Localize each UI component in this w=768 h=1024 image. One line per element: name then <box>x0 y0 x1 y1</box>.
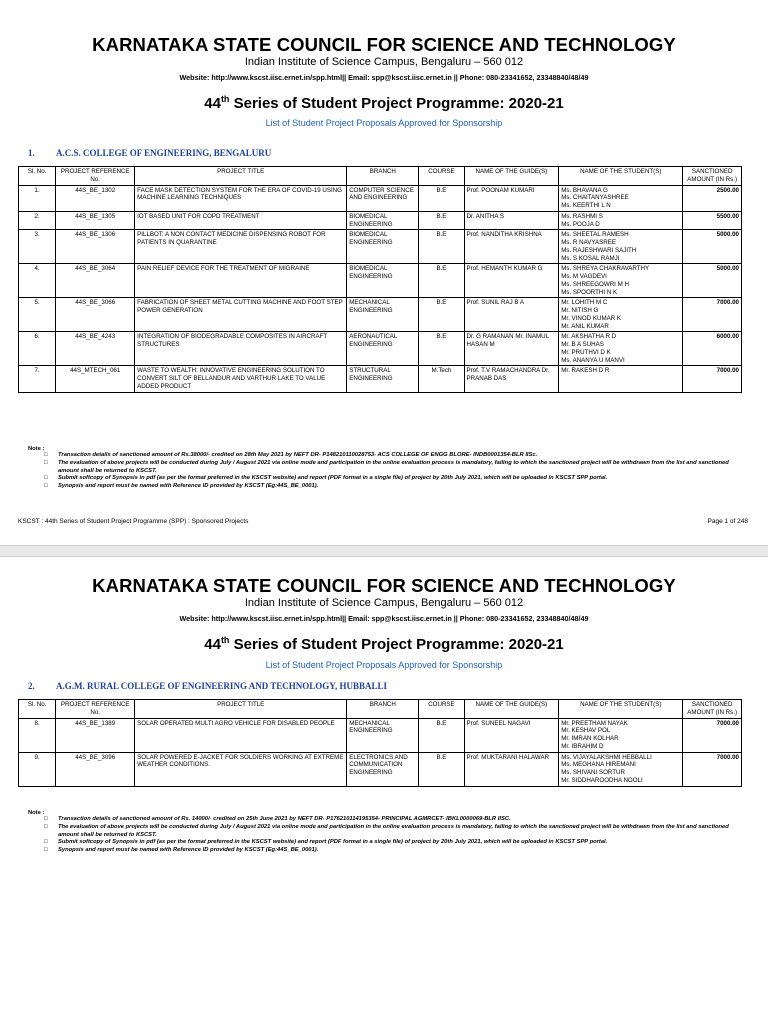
notes-label: Note : <box>28 446 45 452</box>
council-title: KARNATAKA STATE COUNCIL FOR SCIENCE AND TECHNOLOGY <box>92 575 676 596</box>
col-title: PROJECT TITLE <box>135 700 347 719</box>
amount-cell: 7000.00 <box>683 298 742 332</box>
document-page-2 <box>0 557 768 1024</box>
students-cell <box>559 332 683 366</box>
course-cell: B.E <box>419 298 464 332</box>
branch-cell: AERONAUTICAL ENGINEERING <box>347 332 419 366</box>
student-name: Mr. SIDDHAROODHA NOOLI <box>561 776 643 784</box>
students-cell <box>559 752 683 786</box>
note-item: □ Transaction details of sanctioned amount of Rs. 14000/- credited on 25th June 2021 by NEFT DR- P176210114195354- PRINCIPAL AGMRCET- IBKL0000069-BLR IISC. <box>28 816 748 824</box>
guide-cell: Prof. POONAM KUMARI <box>464 185 559 211</box>
students-cell <box>559 185 683 211</box>
student-name: Mr. PRUTHVI D K <box>561 348 611 356</box>
student-name: Mr. AKSHATHA R D <box>561 333 617 341</box>
col-title: PROJECT TITLE <box>135 167 347 186</box>
table-row <box>19 211 742 230</box>
note-item: □ The evaluation of above projects will be conducted during July / August 2021 via online mode and participation in the online evaluation process is mandatory, failing to which the sanctioned project will be withdrawn from the list and sanctioned amount shall be returned to KSCST. <box>28 824 748 840</box>
sl-no-cell: 9. <box>19 752 56 786</box>
council-contact: Website: http://www.kscst.iisc.ernet.in/spp.html|| Email: spp@kscst.iisc.ernet.in || Phone: 080-23341652, 23348840/48/49 <box>179 614 589 623</box>
table-row <box>19 185 742 211</box>
notes-section <box>28 810 748 855</box>
sl-no-cell: 2. <box>19 211 56 230</box>
course-cell: M.Tech <box>419 366 464 392</box>
guide-cell: Prof. SUNIL RAJ B A <box>464 298 559 332</box>
branch-cell: MECHANICAL ENGINEERING <box>347 298 419 332</box>
course-cell: B.E <box>419 752 464 786</box>
branch-cell: COMPUTER SCIENCE AND ENGINEERING <box>347 185 419 211</box>
amount-cell: 6000.00 <box>683 332 742 366</box>
branch-cell: BIOMEDICAL ENGINEERING <box>347 211 419 230</box>
table-row <box>19 332 742 366</box>
students-cell <box>559 366 683 392</box>
sl-no-cell: 8. <box>19 718 56 752</box>
page-footer-left: KSCST : 44th Series of Student Project Programme (SPP) : Sponsored Projects <box>18 518 249 525</box>
students-cell <box>559 264 683 298</box>
title-cell: FACE MASK DETECTION SYSTEM FOR THE ERA OF COVID-19 USING MACHINE LEARNING TECHNIQUES <box>135 185 347 211</box>
reference-cell: 44S_BE_4243 <box>56 332 135 366</box>
table-header-row <box>19 700 742 719</box>
title-cell: INTEGRATION OF BIODEGRADABLE COMPOSITES IN AIRCRAFT STRUCTURES <box>135 332 347 366</box>
sl-no-cell: 1. <box>19 185 56 211</box>
council-address: Indian Institute of Science Campus, Bengaluru – 560 012 <box>244 56 524 68</box>
title-cell: PAIN RELIEF DEVICE FOR THE TREATMENT OF MIGRAINE <box>135 264 347 298</box>
guide-cell: Prof. MUKTARANI HALAWAR <box>464 752 559 786</box>
table-row <box>19 230 742 264</box>
table-header-row <box>19 167 742 186</box>
page-separator <box>0 545 768 557</box>
student-name: Ms. SPOORTHI N K <box>561 288 618 296</box>
student-name: Ms. SHREEGOWRI M H <box>561 280 629 288</box>
course-cell: B.E <box>419 211 464 230</box>
note-item: □ Transaction details of sanctioned amount of Rs.38000/- credited on 28th May 2021 by NEFT DR- P148210110028753- ACS COLLEGE OF ENGG BLORE- INDB0001354-BLR IISc. <box>28 452 748 460</box>
col-students: NAME OF THE STUDENT(S) <box>559 167 683 186</box>
title-cell: IOT BASED UNIT FOR COPD TREATMENT <box>135 211 347 230</box>
student-name: Ms. R NAVYASREE <box>561 239 617 246</box>
branch-cell: MECHANICAL ENGINEERING <box>347 718 419 752</box>
student-name: Ms. CHAITANYASHREE <box>561 194 629 202</box>
reference-cell: 44S_BE_3064 <box>56 264 135 298</box>
note-item: □ Synopsis and report must be named with Reference ID provided by KSCST (Eg:44S_BE_0001). <box>28 847 748 855</box>
student-name: Ms. VIJAYALAKSHMI HEBBALLI <box>561 753 652 761</box>
amount-cell: 7000.00 <box>683 366 742 392</box>
sl-no-cell: 7. <box>19 366 56 392</box>
course-cell: B.E <box>419 264 464 298</box>
series-heading: 44th Series of Student Project Programme: 2020-21 <box>204 94 564 112</box>
student-name: Ms. KEERTHI L N <box>561 202 611 209</box>
approved-list-subtitle: List of Student Project Proposals Approved for Sponsorship <box>265 660 503 670</box>
student-name: Ms. MEGHANA HIREMANI <box>561 761 636 769</box>
reference-cell: 44S_BE_3096 <box>56 752 135 786</box>
projects-table <box>18 699 742 787</box>
table-row <box>19 366 742 392</box>
title-cell: SOLAR POWERED E-JACKET FOR SOLDIERS WORKING AT EXTREME WEATHER CONDITIONS. <box>135 752 347 786</box>
student-name: Ms. SHIVANI SORTUR <box>561 769 625 776</box>
col-branch: BRANCH <box>347 700 419 719</box>
college-heading: 1. A.C.S. COLLEGE OF ENGINEERING, BENGALURU <box>28 148 272 158</box>
student-name: Mr. RAKESH D R <box>561 367 610 375</box>
reference-cell: 44S_BE_1305 <box>56 211 135 230</box>
table-row <box>19 752 742 786</box>
guide-cell: Dr. G RAMANAN Mr. INAMUL HASAN M <box>464 332 559 366</box>
approved-list-subtitle: List of Student Project Proposals Approved for Sponsorship <box>265 118 503 128</box>
reference-cell: 44S_BE_1306 <box>56 230 135 264</box>
student-name: Mr. PREETHAM NAYAK <box>561 719 628 727</box>
student-name: Ms. SHREYA CHAKRAVARTHY <box>561 265 650 273</box>
col-course: COURSE <box>419 167 464 186</box>
title-cell: SOLAR OPERATED MULTI AGRO VEHICLE FOR DISABLED PEOPLE <box>135 718 347 752</box>
guide-cell: Prof. HEMANTH KUMAR G <box>464 264 559 298</box>
student-name: Ms. POOJA D <box>561 220 600 228</box>
col-branch: BRANCH <box>347 167 419 186</box>
council-contact: Website: http://www.kscst.iisc.ernet.in/spp.html|| Email: spp@kscst.iisc.ernet.in || Phone: 080-23341652, 23348840/48/49 <box>179 73 589 82</box>
col-reference: PROJECT REFERENCE No. <box>56 167 135 186</box>
student-name: Ms. M VAGDEVI <box>561 273 607 280</box>
title-cell: PILLBOT: A NON CONTACT MEDICINE DISPENSING ROBOT FOR PATIENTS IN QUARANTINE <box>135 230 347 264</box>
student-name: Mr. ANIL KUMAR <box>561 322 609 330</box>
amount-cell: 7000.00 <box>683 752 742 786</box>
projects-table <box>18 166 742 393</box>
student-name: Ms. SHEETAL RAMESH <box>561 231 629 239</box>
student-name: Ms. RASHMI S <box>561 212 603 220</box>
table-row <box>19 264 742 298</box>
council-address: Indian Institute of Science Campus, Bengaluru – 560 012 <box>244 597 524 609</box>
student-name: Mr. IBRAHIM D <box>561 742 604 750</box>
student-name: Mr. LOHITH M C <box>561 299 608 307</box>
col-guide: NAME OF THE GUIDE(S) <box>464 700 559 719</box>
guide-cell: Dr. ANITHA S <box>464 211 559 230</box>
course-cell: B.E <box>419 332 464 366</box>
col-amount: SANCTIONED AMOUNT (IN Rs.) <box>683 167 742 186</box>
series-heading: 44th Series of Student Project Programme: 2020-21 <box>204 635 564 653</box>
course-cell: B.E <box>419 185 464 211</box>
amount-cell: 7000.00 <box>683 718 742 752</box>
branch-cell: BIOMEDICAL ENGINEERING <box>347 264 419 298</box>
sl-no-cell: 3. <box>19 230 56 264</box>
col-students: NAME OF THE STUDENT(S) <box>559 700 683 719</box>
reference-cell: 44S_BE_1302 <box>56 185 135 211</box>
col-course: COURSE <box>419 700 464 719</box>
student-name: Mr. VINOD KUMAR K <box>561 314 622 322</box>
amount-cell: 5500.00 <box>683 211 742 230</box>
council-title: KARNATAKA STATE COUNCIL FOR SCIENCE AND TECHNOLOGY <box>92 34 676 55</box>
course-cell: B.E <box>419 718 464 752</box>
guide-cell: Prof. T.V RAMACHANDRA Dr. PRANAB DAS <box>464 366 559 392</box>
reference-cell: 44S_BE_3066 <box>56 298 135 332</box>
amount-cell: 5000.00 <box>683 264 742 298</box>
college-heading: 2. A.G.M. RURAL COLLEGE OF ENGINEERING AND TECHNOLOGY, HUBBALLI <box>28 681 387 691</box>
notes-label: Note : <box>28 810 45 816</box>
student-name: Mr. KESHAV POL <box>561 727 611 735</box>
table-row <box>19 298 742 332</box>
sl-no-cell: 6. <box>19 332 56 366</box>
page-footer-right: Page 1 of 248 <box>707 518 748 525</box>
guide-cell: Prof. NANDITHA KRISHNA <box>464 230 559 264</box>
branch-cell: BIOMEDICAL ENGINEERING <box>347 230 419 264</box>
students-cell <box>559 230 683 264</box>
note-item: □ The evaluation of above projects will be conducted during July / August 2021 via online mode and participation in the online evaluation process is mandatory, failing to which the sanctioned project will be withdrawn from the list and sanctioned amount shall be returned to KSCST. <box>28 460 748 476</box>
col-guide: NAME OF THE GUIDE(S) <box>464 167 559 186</box>
students-cell <box>559 718 683 752</box>
student-name: Ms. RAJESHWARI SAJITH <box>561 246 637 254</box>
guide-cell: Prof. SUNEEL NAGAVI <box>464 718 559 752</box>
note-item: □ Submit softcopy of Synopsis in pdf (as per the format preferred in the KSCST website) and report (PDF format in a single file) of project by 20th July 2021, which will be uploaded in KSCST SPP portal. <box>28 475 748 483</box>
note-item: □ Submit softcopy of Synopsis in pdf (as per the format preferred in the KSCST website) and report (PDF format in a single file) of project by 20th July 2021, which will be uploaded in KSCST SPP portal. <box>28 839 748 847</box>
sl-no-cell: 4. <box>19 264 56 298</box>
note-item: □ Synopsis and report must be named with Reference ID provided by KSCST (Eg:44S_BE_0001). <box>28 483 748 491</box>
col-amount: SANCTIONED AMOUNT (IN Rs.) <box>683 700 742 719</box>
course-cell: B.E <box>419 230 464 264</box>
col-reference: PROJECT REFERENCE No. <box>56 700 135 719</box>
amount-cell: 5000.00 <box>683 230 742 264</box>
reference-cell: 44S_BE_1389 <box>56 718 135 752</box>
sl-no-cell: 5. <box>19 298 56 332</box>
students-cell <box>559 298 683 332</box>
col-sl-no: Sl. No. <box>19 700 56 719</box>
student-name: Mr. NITISH G <box>561 307 599 314</box>
notes-section <box>28 446 748 491</box>
student-name: Ms. ANANYA U MANVI <box>561 356 625 364</box>
branch-cell: ELECTRONICS AND COMMUNICATION ENGINEERING <box>347 752 419 786</box>
title-cell: WASTE TO WEALTH: INNOVATIVE ENGINEERING SOLUTION TO CONVERT SILT OF BELLANDUR AND VARTHUR LAKE TO VALUE ADDED PRODUCT <box>135 366 347 392</box>
student-name: Ms. S KOSAL RAMJI <box>561 254 620 262</box>
title-cell: FABRICATION OF SHEET METAL CUTTING MACHINE AND FOOT STEP POWER GENERATION <box>135 298 347 332</box>
col-sl-no: Sl. No. <box>19 167 56 186</box>
reference-cell: 44S_MTECH_061 <box>56 366 135 392</box>
student-name: Mr. B A SUHAS <box>561 341 604 348</box>
branch-cell: STRUCTURAL ENGINEERING <box>347 366 419 392</box>
students-cell <box>559 211 683 230</box>
amount-cell: 2500.00 <box>683 185 742 211</box>
student-name: Mr. IMRAN KOLHAR <box>561 735 619 742</box>
student-name: Ms. BHAVANA G <box>561 186 608 194</box>
table-row <box>19 718 742 752</box>
